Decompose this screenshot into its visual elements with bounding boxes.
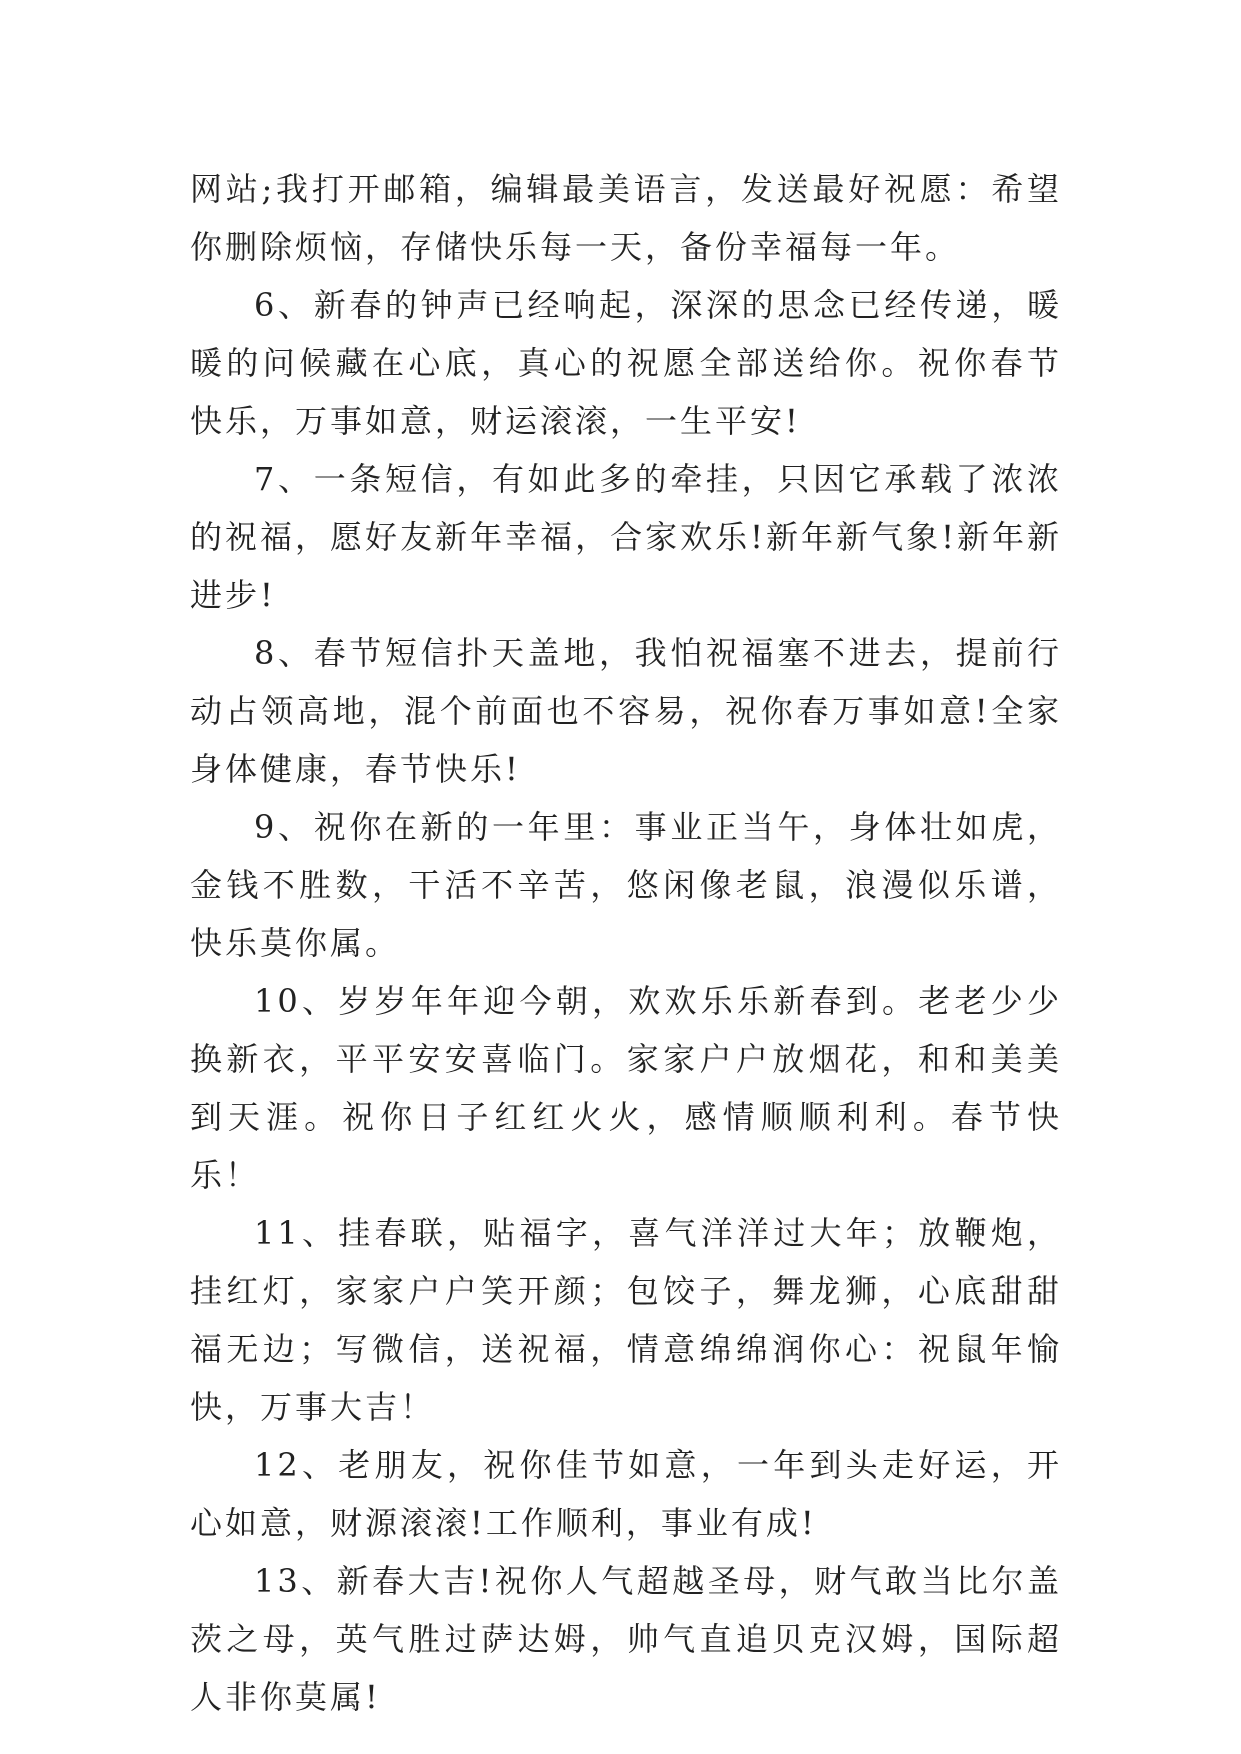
paragraph-item-10: 10、岁岁年年迎今朝，欢欢乐乐新春到。老老少少换新衣，平平安安喜临门。家家户户放烟花，和和美美到天涯。祝你日子红红火火，感情顺顺利利。春节快乐！ bbox=[190, 982, 1062, 1194]
paragraph-item-9: 9、祝你在新的一年里：事业正当午，身体壮如虎，金钱不胜数，干活不辛苦，悠闲像老鼠，浪漫似乐谱，快乐莫你属。 bbox=[190, 808, 1062, 962]
paragraph-item-7: 7、一条短信，有如此多的牵挂，只因它承载了浓浓的祝福，愿好友新年幸福，合家欢乐!新年新气象!新年新进步! bbox=[190, 460, 1062, 614]
paragraph-item-13: 13、新春大吉!祝你人气超越圣母，财气敢当比尔盖茨之母，英气胜过萨达姆，帅气直追贝克汉姆，国际超人非你莫属! bbox=[190, 1562, 1062, 1716]
document-body bbox=[190, 160, 1062, 1726]
paragraph-continued: 网站;我打开邮箱，编辑最美语言，发送最好祝愿：希望你删除烦恼，存储快乐每一天，备份幸福每一年。 bbox=[190, 170, 1062, 266]
paragraph-item-8: 8、春节短信扑天盖地，我怕祝福塞不进去，提前行动占领高地，混个前面也不容易，祝你春万事如意!全家身体健康，春节快乐! bbox=[190, 634, 1062, 788]
paragraph-item-11: 11、挂春联，贴福字，喜气洋洋过大年；放鞭炮，挂红灯，家家户户笑开颜；包饺子，舞龙狮，心底甜甜福无边；写微信，送祝福，情意绵绵润你心：祝鼠年愉快，万事大吉！ bbox=[190, 1214, 1062, 1426]
paragraph-item-12: 12、老朋友，祝你佳节如意，一年到头走好运，开心如意，财源滚滚!工作顺利，事业有成! bbox=[190, 1446, 1062, 1542]
paragraph-item-6: 6、新春的钟声已经响起，深深的思念已经传递，暖暖的问候藏在心底，真心的祝愿全部送给你。祝你春节快乐，万事如意，财运滚滚，一生平安! bbox=[190, 286, 1062, 440]
